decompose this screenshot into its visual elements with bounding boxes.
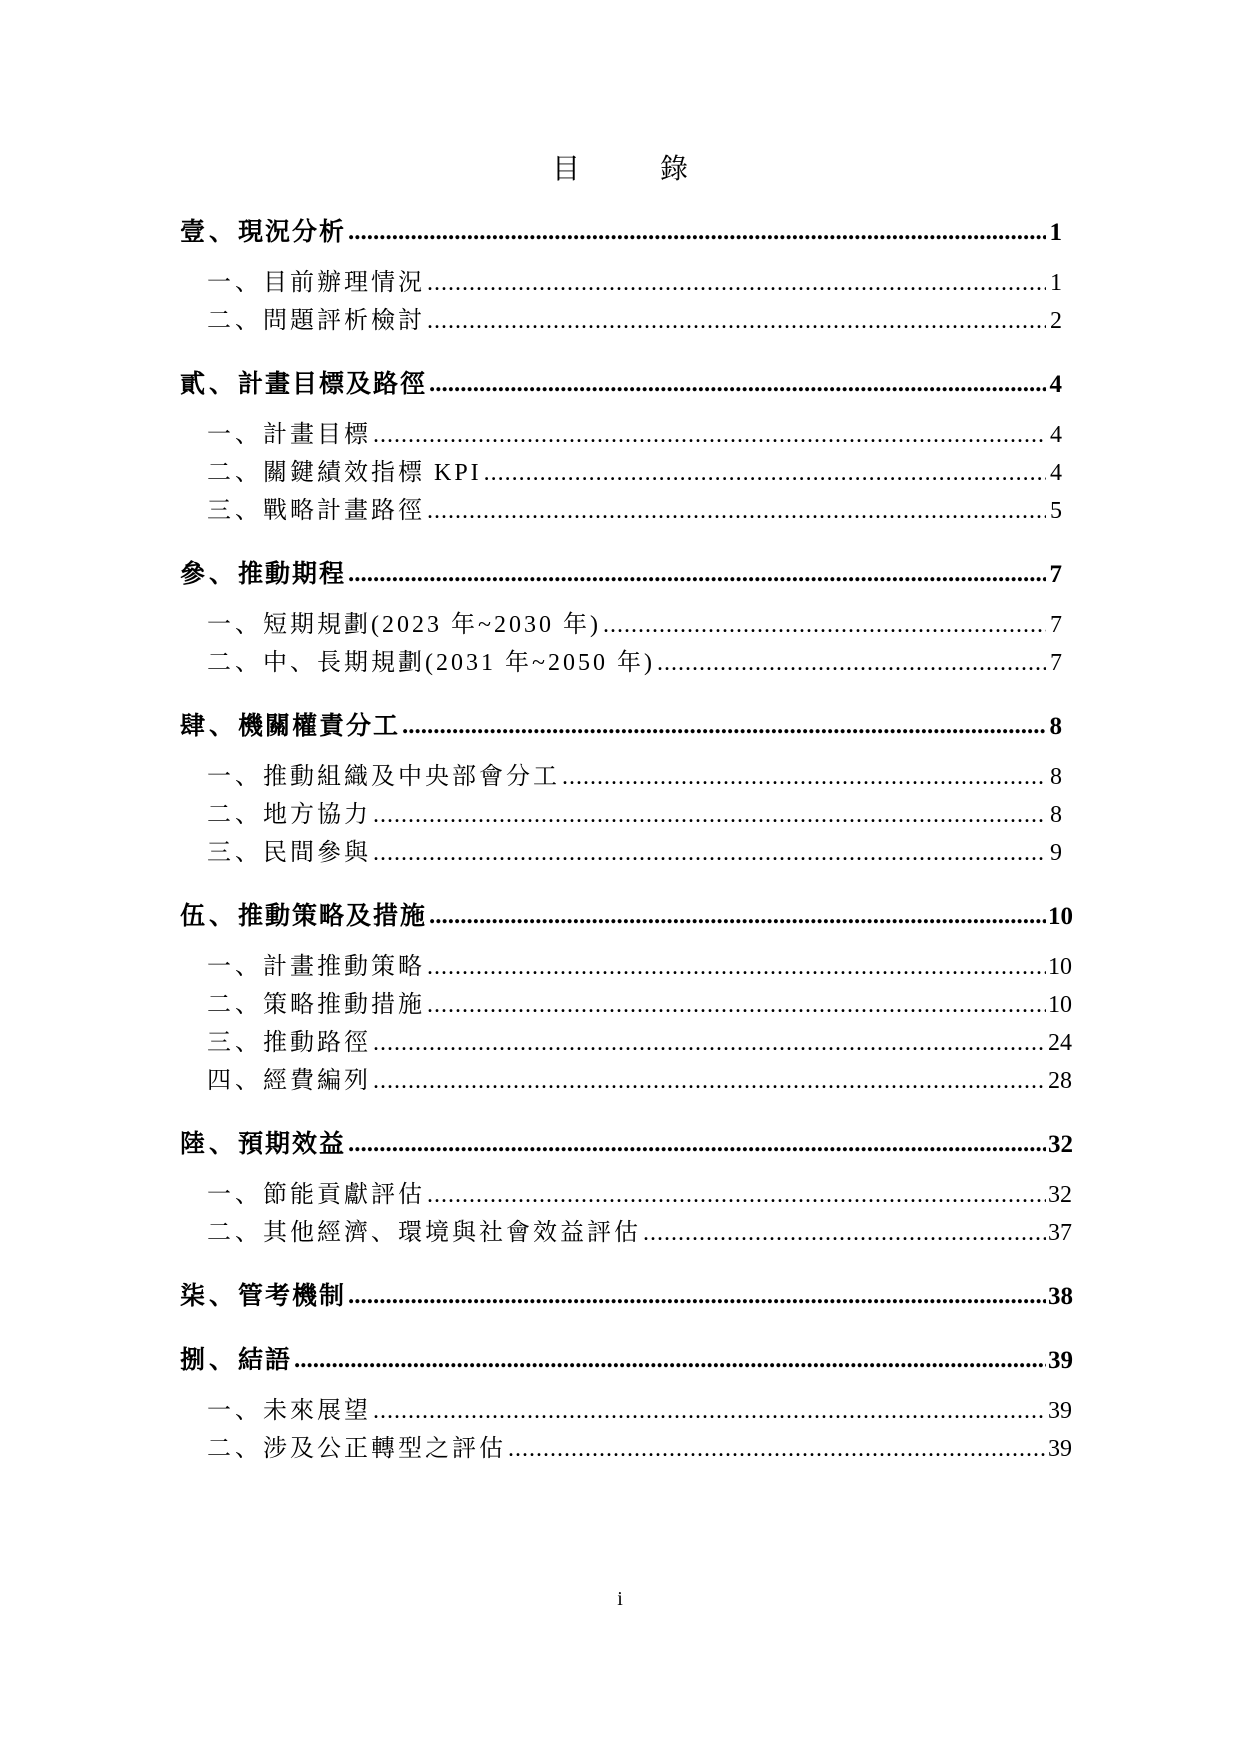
dot-leader — [427, 304, 1046, 328]
subsection-number: 四、 — [207, 1068, 263, 1094]
subsection-page-number: 8 — [1050, 802, 1062, 828]
dot-leader — [603, 608, 1046, 632]
dot-leader — [427, 950, 1046, 974]
toc-section-2[interactable] — [180, 366, 1062, 404]
dot-leader — [429, 899, 1046, 924]
subsection-page-number: 7 — [1050, 612, 1062, 638]
subsection-title: 問題評析檢討 — [263, 308, 425, 334]
section-title: 計畫目標及路徑 — [238, 371, 428, 398]
subsection-page-number: 39 — [1048, 1436, 1072, 1462]
page-title — [0, 150, 1240, 190]
toc-subsection-8-1[interactable] — [180, 1392, 1072, 1430]
subsection-number: 二、 — [207, 460, 263, 486]
subsection-number: 一、 — [207, 612, 263, 638]
toc-section-7[interactable] — [180, 1278, 1073, 1316]
subsection-page-number: 39 — [1048, 1398, 1072, 1424]
dot-leader — [373, 836, 1046, 860]
dot-leader — [657, 646, 1046, 670]
subsection-title: 短期規劃(2023 年~2030 年) — [263, 612, 601, 638]
subsection-title: 其他經濟、環境與社會效益評估 — [263, 1220, 641, 1246]
subsection-page-number: 8 — [1050, 764, 1062, 790]
dot-leader — [294, 1343, 1046, 1368]
dot-leader — [429, 367, 1046, 392]
subsection-page-number: 24 — [1048, 1030, 1072, 1056]
section-title: 機關權責分工 — [238, 713, 401, 740]
subsection-title: 推動組織及中央部會分工 — [263, 764, 560, 790]
subsection-title: 目前辦理情況 — [263, 270, 425, 296]
dot-leader — [348, 557, 1046, 582]
subsection-number: 一、 — [207, 1398, 263, 1424]
section-number: 壹、 — [180, 219, 239, 246]
section-page-number: 38 — [1048, 1283, 1073, 1310]
dot-leader — [373, 418, 1046, 442]
toc-subsection-8-2[interactable] — [180, 1430, 1072, 1468]
section-number: 陸、 — [180, 1131, 239, 1158]
subsection-page-number: 7 — [1050, 650, 1062, 676]
dot-leader — [427, 266, 1046, 290]
dot-leader — [643, 1216, 1046, 1240]
subsection-title: 未來展望 — [263, 1398, 371, 1424]
section-number: 參、 — [180, 561, 239, 588]
dot-leader — [373, 1394, 1046, 1418]
section-page-number: 1 — [1049, 219, 1062, 246]
dot-leader — [562, 760, 1046, 784]
subsection-number: 一、 — [207, 1182, 263, 1208]
toc-subsection-6-2[interactable] — [180, 1214, 1072, 1252]
subsection-number: 一、 — [207, 954, 263, 980]
section-page-number: 39 — [1048, 1347, 1073, 1374]
title-right-char: 錄 — [660, 154, 689, 185]
dot-leader — [427, 1178, 1046, 1202]
toc-subsection-3-1[interactable] — [180, 606, 1062, 644]
subsection-title: 關鍵績效指標 KPI — [263, 460, 482, 486]
section-page-number: 8 — [1049, 713, 1062, 740]
subsection-page-number: 32 — [1048, 1182, 1072, 1208]
section-page-number: 10 — [1048, 903, 1073, 930]
toc-subsection-4-1[interactable] — [180, 758, 1062, 796]
section-page-number: 32 — [1048, 1131, 1073, 1158]
toc-section-1[interactable] — [180, 214, 1062, 252]
subsection-number: 一、 — [207, 422, 263, 448]
subsection-page-number: 9 — [1050, 840, 1062, 866]
subsection-title: 策略推動措施 — [263, 992, 425, 1018]
section-number: 伍、 — [180, 903, 239, 930]
subsection-page-number: 4 — [1050, 422, 1062, 448]
section-title: 現況分析 — [238, 219, 347, 246]
subsection-page-number: 1 — [1050, 270, 1062, 296]
section-title: 預期效益 — [238, 1131, 347, 1158]
toc-section-6[interactable] — [180, 1126, 1073, 1164]
subsection-page-number: 37 — [1048, 1220, 1072, 1246]
toc-section-4[interactable] — [180, 708, 1062, 746]
subsection-number: 二、 — [207, 1436, 263, 1462]
subsection-title: 計畫目標 — [263, 422, 371, 448]
section-number: 肆、 — [180, 713, 239, 740]
subsection-title: 地方協力 — [263, 802, 371, 828]
section-title: 結語 — [238, 1347, 293, 1374]
subsection-number: 一、 — [207, 270, 263, 296]
title-left-char: 目 — [551, 154, 580, 185]
subsection-number: 一、 — [207, 764, 263, 790]
section-number: 柒、 — [180, 1283, 239, 1310]
toc-section-3[interactable] — [180, 556, 1062, 594]
subsection-title: 節能貢獻評估 — [263, 1182, 425, 1208]
section-number: 貳、 — [180, 371, 239, 398]
dot-leader — [373, 798, 1046, 822]
subsection-number: 三、 — [207, 498, 263, 524]
toc-subsection-4-2[interactable] — [180, 796, 1062, 834]
dot-leader — [348, 1127, 1046, 1152]
subsection-number: 二、 — [207, 1220, 263, 1246]
subsection-title: 經費編列 — [263, 1068, 371, 1094]
subsection-number: 三、 — [207, 840, 263, 866]
section-page-number: 4 — [1049, 371, 1062, 398]
toc-subsection-6-1[interactable] — [180, 1176, 1072, 1214]
section-title: 推動期程 — [238, 561, 347, 588]
subsection-page-number: 10 — [1048, 992, 1072, 1018]
dot-leader — [427, 988, 1046, 1012]
subsection-number: 三、 — [207, 1030, 263, 1056]
dot-leader — [508, 1432, 1046, 1456]
section-title: 管考機制 — [238, 1283, 347, 1310]
subsection-title: 涉及公正轉型之評估 — [263, 1436, 506, 1462]
toc-subsection-3-2[interactable] — [180, 644, 1062, 682]
toc-subsection-1-2[interactable] — [180, 302, 1062, 340]
toc-section-5[interactable] — [180, 898, 1073, 936]
subsection-number: 二、 — [207, 802, 263, 828]
subsection-page-number: 10 — [1048, 954, 1072, 980]
subsection-title: 民間參與 — [263, 840, 371, 866]
table-of-contents — [180, 214, 1073, 1468]
dot-leader — [402, 709, 1046, 734]
subsection-title: 戰略計畫路徑 — [263, 498, 425, 524]
toc-subsection-1-1[interactable] — [180, 264, 1062, 302]
toc-subsection-5-2[interactable] — [180, 986, 1072, 1024]
dot-leader — [373, 1026, 1046, 1050]
section-title: 推動策略及措施 — [238, 903, 428, 930]
toc-subsection-2-3[interactable] — [180, 492, 1062, 530]
section-number: 捌、 — [180, 1347, 239, 1374]
dot-leader — [348, 1279, 1046, 1304]
subsection-title: 推動路徑 — [263, 1030, 371, 1056]
page-footer-number: i — [617, 1588, 623, 1610]
toc-section-8[interactable] — [180, 1342, 1073, 1380]
subsection-number: 二、 — [207, 308, 263, 334]
toc-subsection-5-3[interactable] — [180, 1024, 1072, 1062]
dot-leader — [484, 456, 1046, 480]
subsection-page-number: 28 — [1048, 1068, 1072, 1094]
dot-leader — [348, 215, 1046, 240]
toc-subsection-4-3[interactable] — [180, 834, 1062, 872]
dot-leader — [373, 1064, 1046, 1088]
dot-leader — [427, 494, 1046, 518]
toc-subsection-2-2[interactable] — [180, 454, 1062, 492]
subsection-page-number: 5 — [1050, 498, 1062, 524]
subsection-title: 中、長期規劃(2031 年~2050 年) — [263, 650, 655, 676]
subsection-page-number: 2 — [1050, 308, 1062, 334]
subsection-number: 二、 — [207, 650, 263, 676]
subsection-number: 二、 — [207, 992, 263, 1018]
section-page-number: 7 — [1049, 561, 1062, 588]
subsection-title: 計畫推動策略 — [263, 954, 425, 980]
toc-subsection-2-1[interactable] — [180, 416, 1062, 454]
toc-subsection-5-1[interactable] — [180, 948, 1072, 986]
subsection-page-number: 4 — [1050, 460, 1062, 486]
toc-subsection-5-4[interactable] — [180, 1062, 1072, 1100]
